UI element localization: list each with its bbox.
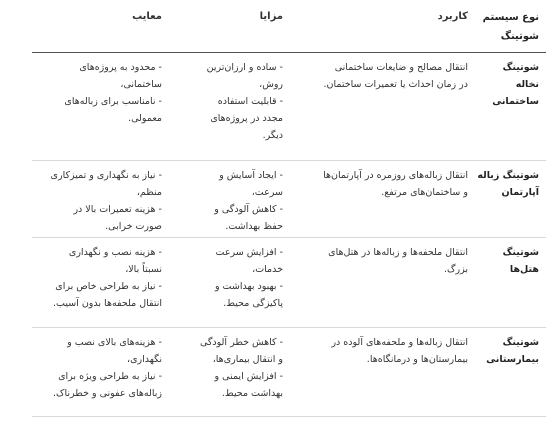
comparison-table: [32, 0, 546, 417]
table-header-row: [32, 0, 546, 53]
table-row: [32, 328, 546, 417]
cell-type: شوتینگ هتل‌ها: [475, 238, 546, 328]
cell-usage: انتقال مصالح و ضایعات ساختمانی در زمان احداث یا تعمیرات ساختمان.: [290, 53, 475, 161]
cell-cons: - محدود به پروژه‌های ساختمانی، - نامناسب برای زباله‌های معمولی.: [32, 53, 169, 161]
cell-usage: انتقال ملحفه‌ها و زباله‌ها در هتل‌های بزرگ.: [290, 238, 475, 328]
cell-cons: - هزینه نصب و نگهداری نسبتاً بالا، - نیاز به طراحی خاص برای انتقال ملحفه‌ها بدون آسیب.: [32, 238, 169, 328]
table-row: [32, 238, 546, 328]
header-pros: مزایا: [169, 0, 290, 53]
cell-usage: انتقال زباله‌های روزمره در آپارتمان‌ها و ساختمان‌های مرتفع.: [290, 161, 475, 238]
cell-pros: - افزایش سرعت خدمات، - بهبود بهداشت و پاکیزگی محیط.: [169, 238, 290, 328]
cell-type: شوتینگ نخاله ساختمانی: [475, 53, 546, 161]
table-row: [32, 161, 546, 238]
cell-pros: - کاهش خطر آلودگی و انتقال بیماری‌ها، - افزایش ایمنی و بهداشت محیط.: [169, 328, 290, 417]
cell-usage: انتقال زباله‌ها و ملحفه‌های آلوده در بیمارستان‌ها و درمانگاه‌ها.: [290, 328, 475, 417]
cell-cons: - هزینه‌های بالای نصب و نگهداری، - نیاز به طراحی ویژه برای زباله‌های عفونی و خطرناک.: [32, 328, 169, 417]
cell-type: شوتینگ زباله آپارتمان: [475, 161, 546, 238]
cell-cons: - نیاز به نگهداری و تمیزکاری منظم، - هزینه تعمیرات بالا در صورت خرابی.: [32, 161, 169, 238]
header-type: نوع سیستم شوتینگ: [475, 0, 546, 53]
cell-pros: - ایجاد آسایش و سرعت، - کاهش آلودگی و حفظ بهداشت.: [169, 161, 290, 238]
cell-pros: - ساده و ارزان‌ترین روش، - قابلیت استفاده مجدد در پروژه‌های دیگر.: [169, 53, 290, 161]
table-row: [32, 53, 546, 161]
header-usage: کاربرد: [290, 0, 475, 53]
header-cons: معایب: [32, 0, 169, 53]
cell-type: شوتینگ بیمارستانی: [475, 328, 546, 417]
